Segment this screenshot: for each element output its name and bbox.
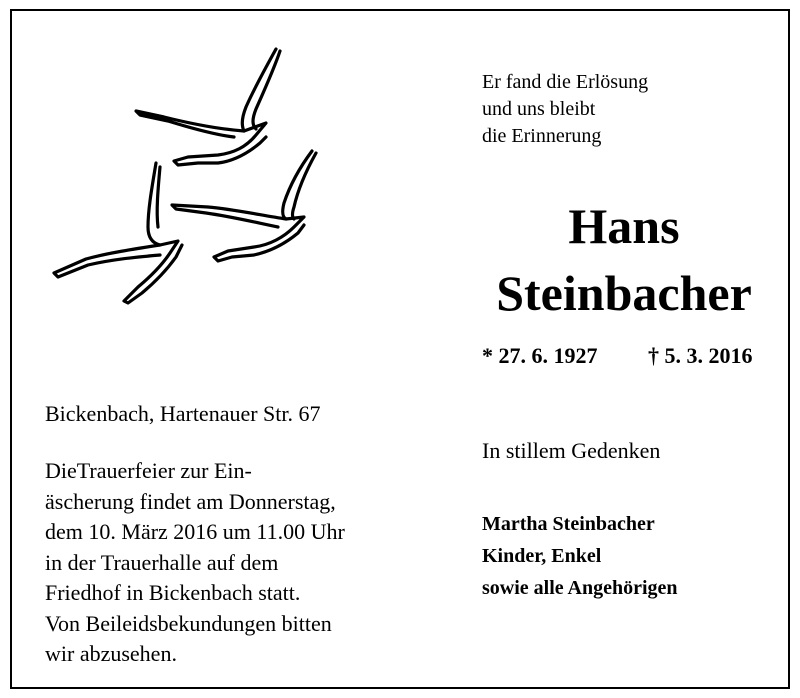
ceremony-line: äscherung findet am Donnerstag, [45, 488, 336, 514]
obituary-notice [10, 9, 790, 689]
mourner-name: Martha Steinbacher [482, 513, 655, 535]
mourner-name: Kinder, Enkel [482, 545, 602, 567]
ceremony-line: DieTrauerfeier zur Ein- [45, 458, 252, 483]
deceased-last-name: Steinbacher [496, 265, 752, 321]
ceremony-line: dem 10. März 2016 um 11.00 Uhr [45, 519, 345, 544]
motto-line: die Erinnerung [482, 125, 602, 147]
in-memory-phrase: In stillem Gedenken [482, 438, 661, 463]
ceremony-line: in der Trauerhalle auf dem [45, 549, 279, 575]
ceremony-line: wir abzusehen. [45, 641, 177, 666]
birth-date: * 27. 6. 1927 [482, 343, 598, 368]
ceremony-text [45, 456, 345, 670]
mourner-name: sowie alle Angehörigen [482, 577, 678, 599]
ceremony-line: Von Beileidsbekundungen bitten [45, 610, 332, 636]
flying-birds-icon [48, 47, 328, 332]
death-date: † 5. 3. 2016 [648, 343, 753, 368]
address: Bickenbach, Hartenauer Str. 67 [45, 401, 321, 426]
motto [482, 69, 648, 150]
motto-line: und uns bleibt [482, 98, 596, 120]
deceased-first-name: Hans [568, 198, 680, 254]
mourners-list [482, 508, 678, 604]
motto-line: Er fand die Erlösung [482, 71, 649, 93]
ceremony-line: Friedhof in Bickenbach statt. [45, 580, 301, 605]
